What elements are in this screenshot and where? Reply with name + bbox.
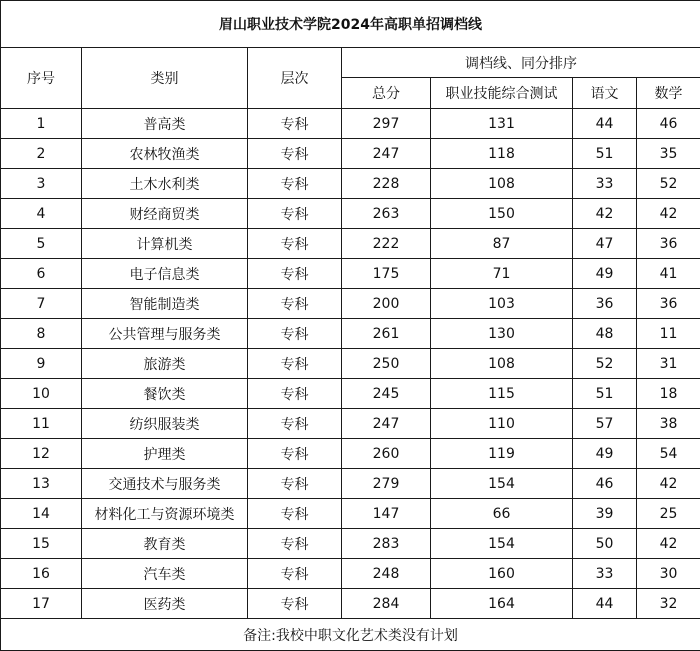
cell-seq: 10 [1, 379, 82, 409]
table-row [1, 499, 700, 529]
cell-chinese: 52 [573, 349, 637, 379]
cell-math: 42 [637, 199, 700, 229]
cell-level: 专科 [248, 229, 342, 259]
cell-skill: 118 [431, 139, 573, 169]
table-row [1, 109, 700, 139]
cell-math: 11 [637, 319, 700, 349]
cell-category: 计算机类 [82, 229, 248, 259]
cell-total: 245 [342, 379, 431, 409]
table-row [1, 559, 700, 589]
cell-math: 38 [637, 409, 700, 439]
cell-skill: 154 [431, 469, 573, 499]
cell-math: 36 [637, 289, 700, 319]
cell-level: 专科 [248, 439, 342, 469]
table-title: 眉山职业技术学院2024年高职单招调档线 [1, 1, 700, 48]
table-row [1, 199, 700, 229]
cell-total: 247 [342, 139, 431, 169]
cell-chinese: 39 [573, 499, 637, 529]
cell-chinese: 48 [573, 319, 637, 349]
cell-category: 电子信息类 [82, 259, 248, 289]
cell-level: 专科 [248, 409, 342, 439]
cell-math: 35 [637, 139, 700, 169]
cell-math: 42 [637, 529, 700, 559]
header-math: 数学 [637, 78, 700, 109]
header-skill: 职业技能综合测试 [431, 78, 573, 109]
cell-level: 专科 [248, 469, 342, 499]
cell-skill: 150 [431, 199, 573, 229]
cell-category: 教育类 [82, 529, 248, 559]
cell-seq: 14 [1, 499, 82, 529]
cell-category: 医药类 [82, 589, 248, 619]
cell-math: 36 [637, 229, 700, 259]
cell-level: 专科 [248, 259, 342, 289]
table-row [1, 349, 700, 379]
cell-chinese: 57 [573, 409, 637, 439]
cell-chinese: 49 [573, 259, 637, 289]
cell-level: 专科 [248, 289, 342, 319]
cell-category: 纺织服装类 [82, 409, 248, 439]
cell-level: 专科 [248, 559, 342, 589]
cell-total: 147 [342, 499, 431, 529]
cell-skill: 110 [431, 409, 573, 439]
cell-category: 汽车类 [82, 559, 248, 589]
table-row [1, 529, 700, 559]
table-row [1, 379, 700, 409]
table-row [1, 439, 700, 469]
cell-seq: 17 [1, 589, 82, 619]
cell-category: 财经商贸类 [82, 199, 248, 229]
cell-total: 222 [342, 229, 431, 259]
cell-seq: 3 [1, 169, 82, 199]
cell-seq: 2 [1, 139, 82, 169]
cell-seq: 13 [1, 469, 82, 499]
header-seq: 序号 [1, 48, 82, 109]
cell-level: 专科 [248, 529, 342, 559]
footer-note: 备注:我校中职文化艺术类没有计划 [1, 619, 700, 651]
cell-skill: 71 [431, 259, 573, 289]
cell-total: 279 [342, 469, 431, 499]
cell-skill: 103 [431, 289, 573, 319]
cell-level: 专科 [248, 319, 342, 349]
cell-seq: 15 [1, 529, 82, 559]
cell-skill: 66 [431, 499, 573, 529]
cell-total: 284 [342, 589, 431, 619]
cell-seq: 6 [1, 259, 82, 289]
cell-category: 土木水利类 [82, 169, 248, 199]
cell-math: 18 [637, 379, 700, 409]
table-row [1, 139, 700, 169]
table-row [1, 259, 700, 289]
cell-chinese: 33 [573, 559, 637, 589]
cell-skill: 108 [431, 349, 573, 379]
table-row [1, 169, 700, 199]
cell-math: 30 [637, 559, 700, 589]
cell-math: 42 [637, 469, 700, 499]
cell-total: 260 [342, 439, 431, 469]
cell-math: 52 [637, 169, 700, 199]
cell-chinese: 46 [573, 469, 637, 499]
cell-seq: 12 [1, 439, 82, 469]
cell-skill: 130 [431, 319, 573, 349]
cell-category: 公共管理与服务类 [82, 319, 248, 349]
cell-skill: 87 [431, 229, 573, 259]
cell-chinese: 47 [573, 229, 637, 259]
cell-level: 专科 [248, 589, 342, 619]
cell-skill: 115 [431, 379, 573, 409]
cell-seq: 5 [1, 229, 82, 259]
cell-total: 175 [342, 259, 431, 289]
cell-seq: 16 [1, 559, 82, 589]
cell-skill: 131 [431, 109, 573, 139]
table-row [1, 589, 700, 619]
cell-chinese: 51 [573, 139, 637, 169]
cell-category: 普高类 [82, 109, 248, 139]
cell-category: 材料化工与资源环境类 [82, 499, 248, 529]
table-row [1, 319, 700, 349]
cell-total: 200 [342, 289, 431, 319]
cell-level: 专科 [248, 379, 342, 409]
cell-total: 283 [342, 529, 431, 559]
cell-math: 32 [637, 589, 700, 619]
cell-level: 专科 [248, 349, 342, 379]
cell-total: 228 [342, 169, 431, 199]
cell-total: 297 [342, 109, 431, 139]
table-row [1, 469, 700, 499]
cell-total: 248 [342, 559, 431, 589]
cell-skill: 160 [431, 559, 573, 589]
cell-total: 261 [342, 319, 431, 349]
cell-category: 护理类 [82, 439, 248, 469]
cell-level: 专科 [248, 169, 342, 199]
table-row [1, 229, 700, 259]
cell-total: 250 [342, 349, 431, 379]
cell-skill: 154 [431, 529, 573, 559]
header-level: 层次 [248, 48, 342, 109]
cell-level: 专科 [248, 199, 342, 229]
cell-skill: 108 [431, 169, 573, 199]
header-category: 类别 [82, 48, 248, 109]
cell-seq: 11 [1, 409, 82, 439]
cell-math: 31 [637, 349, 700, 379]
cell-category: 农林牧渔类 [82, 139, 248, 169]
cell-category: 旅游类 [82, 349, 248, 379]
cell-seq: 8 [1, 319, 82, 349]
cell-chinese: 49 [573, 439, 637, 469]
cell-math: 25 [637, 499, 700, 529]
table-row [1, 289, 700, 319]
cell-chinese: 36 [573, 289, 637, 319]
cell-category: 交通技术与服务类 [82, 469, 248, 499]
cell-chinese: 33 [573, 169, 637, 199]
cell-chinese: 44 [573, 589, 637, 619]
cell-chinese: 50 [573, 529, 637, 559]
header-chinese: 语文 [573, 78, 637, 109]
table-row [1, 409, 700, 439]
cell-seq: 1 [1, 109, 82, 139]
header-total: 总分 [342, 78, 431, 109]
cell-math: 54 [637, 439, 700, 469]
cell-chinese: 51 [573, 379, 637, 409]
cell-seq: 7 [1, 289, 82, 319]
cell-total: 263 [342, 199, 431, 229]
cell-level: 专科 [248, 109, 342, 139]
cell-skill: 164 [431, 589, 573, 619]
cell-level: 专科 [248, 499, 342, 529]
cell-category: 智能制造类 [82, 289, 248, 319]
cell-chinese: 44 [573, 109, 637, 139]
cell-math: 46 [637, 109, 700, 139]
cell-seq: 9 [1, 349, 82, 379]
header-group: 调档线、同分排序 [342, 48, 700, 78]
cell-total: 247 [342, 409, 431, 439]
cell-seq: 4 [1, 199, 82, 229]
cell-skill: 119 [431, 439, 573, 469]
cell-chinese: 42 [573, 199, 637, 229]
cell-math: 41 [637, 259, 700, 289]
cell-level: 专科 [248, 139, 342, 169]
cell-category: 餐饮类 [82, 379, 248, 409]
